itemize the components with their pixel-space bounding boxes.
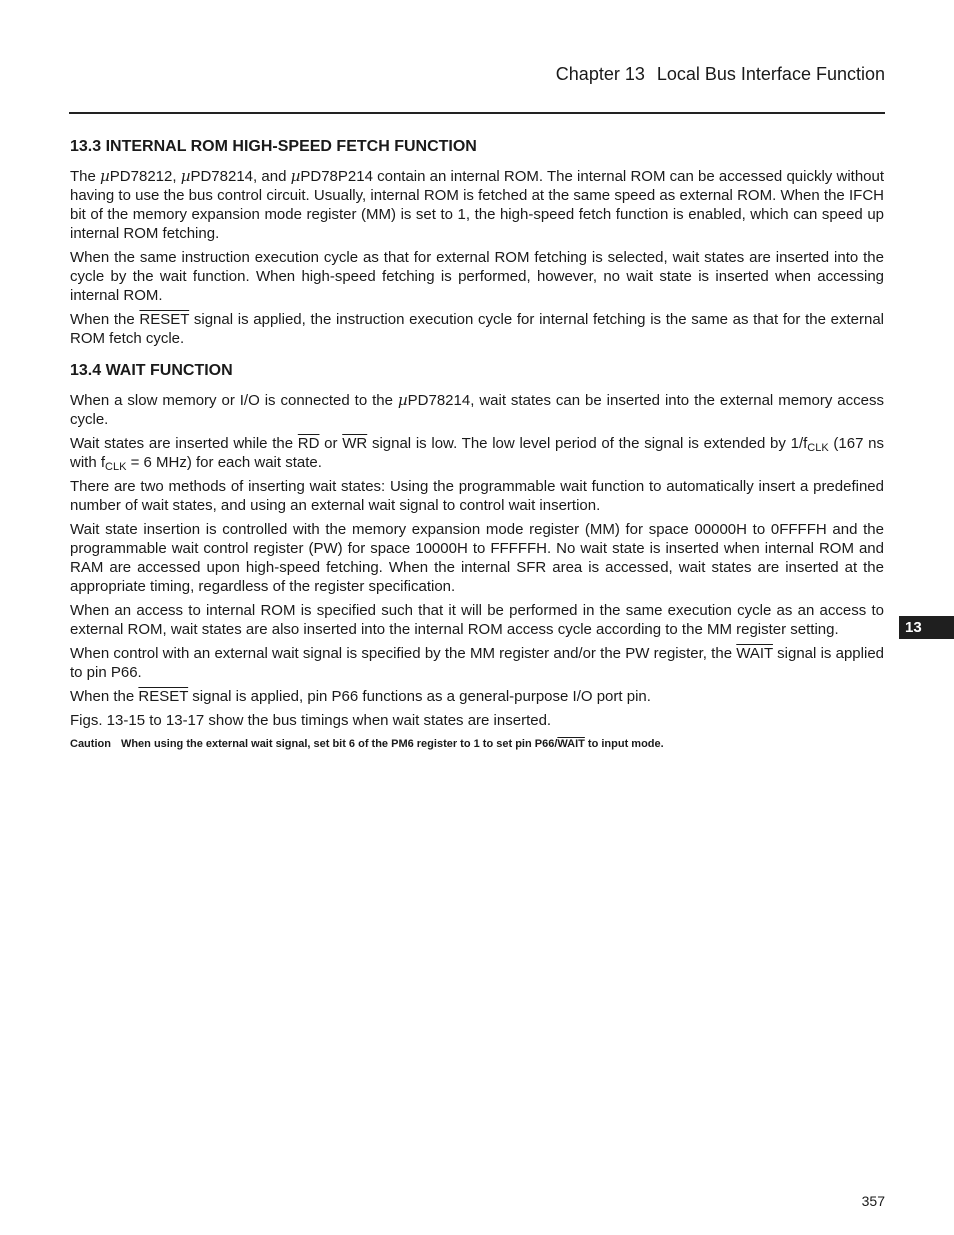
mu-symbol: µ	[180, 167, 191, 185]
mu-symbol: µ	[100, 167, 110, 185]
chapter-tab: 13	[899, 616, 954, 639]
chapter-title: Local Bus Interface Function	[656, 64, 885, 84]
page-number: 357	[861, 1193, 885, 1209]
section-13-4-heading: 13.4 WAIT FUNCTION	[70, 361, 233, 379]
paragraph: The µPD78212, µPD78214, and µPD78P214 contain an internal ROM. The internal ROM can be accessed quickly without having to use the bus control circuit. Usually, internal ROM is fetched at the same speed as external ROM. When the IFCH bit of the memory expansion mode register (MM) is set to 1, the high-speed fetch function is enabled, which can speed up internal ROM fetching.	[70, 167, 885, 242]
reset-signal: RESET	[139, 310, 190, 328]
wr-signal: $\overline{WR}$	[342, 434, 368, 452]
section-13-3-heading: 13.3 INTERNAL ROM HIGH-SPEED FETCH FUNCTION	[70, 138, 477, 155]
paragraph: When the RESET signal is applied, pin P66 functions as a general-purpose I/O port pin.	[70, 688, 651, 706]
page-body	[70, 137, 884, 751]
paragraph: When the RESET signal is applied, the instruction execution cycle for internal fetching is the same as that for the external ROM fetch cycle.	[70, 310, 884, 347]
wait-signal: WAIT	[557, 737, 585, 750]
paragraph: There are two methods of inserting wait states: Using the programmable wait function to automatically insert a predefined number of wait states, and using an external wait signal to control wait insertion.	[70, 477, 884, 514]
paragraph: Wait states are inserted while the $\overline{RD}$ or $\overline{WR}$ signal is low. The low level period of the signal is extended by $1/f_{CLK}$ (167 ns with $f_{CLK} = 6$ MHz) for each wait state.	[70, 434, 884, 473]
paragraph: Wait state insertion is controlled with the memory expansion mode register (MM) for space 00000H to 0FFFFH and the programmable wait control register (PW) for space 10000H to FFFFFH. No wait state is inserted when internal ROM and RAM are accessed upon high-speed fetching. When the internal SFR area is accessed, wait states are inserted at the appropriate timing, regardless of the register specification.	[70, 521, 884, 595]
mu-symbol: µ	[397, 390, 408, 409]
header-rule	[69, 112, 885, 114]
mu-symbol: µ	[290, 167, 301, 185]
clk-subscript: CLK	[105, 460, 127, 473]
paragraph: When an access to internal ROM is specified such that it will be performed in the same execution cycle as an access to external ROM, wait states are also inserted into the internal ROM access cycle according to the MM register setting.	[70, 602, 884, 638]
reset-signal: RESET	[138, 688, 189, 706]
paragraph: Figs. 13-15 to 13-17 show the bus timings when wait states are inserted.	[70, 712, 552, 730]
paragraph: When the same instruction execution cycle as that for external ROM fetching is selected, wait states are inserted into the cycle by the wait function. When high-speed fetching is performed, however, no wait state is inserted when accessing internal ROM.	[70, 248, 884, 304]
rd-signal: $\overline{RD}$	[297, 434, 320, 452]
running-header	[556, 64, 885, 85]
caution-label: Caution	[70, 737, 111, 750]
paragraph: When control with an external wait signal is specified by the MM register and/or the PW register, the WAIT signal is applied to pin P66.	[70, 645, 884, 682]
wait-signal: WAIT	[736, 645, 773, 663]
paragraph: When a slow memory or I/O is connected to the µPD78214, wait states can be inserted into the external memory access cycle.	[70, 390, 884, 428]
chapter-label: Chapter 13	[555, 64, 645, 84]
clk-subscript: CLK	[807, 441, 829, 454]
caution-note: Caution When using the external wait signal, set bit 6 of the PM6 register to 1 to set pin P66/WAIT to input mode.	[70, 737, 664, 750]
